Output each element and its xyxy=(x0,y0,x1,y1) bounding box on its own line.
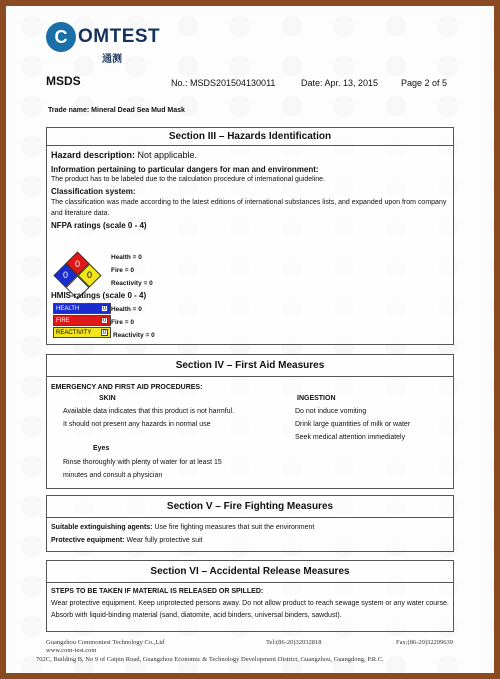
hmis-health: Health = 0 xyxy=(111,306,142,313)
section-title: Section VI – Accidental Release Measures xyxy=(47,561,453,583)
classification-heading: Classification system: xyxy=(51,187,136,196)
hazard-value: Not applicable. xyxy=(135,150,198,160)
extinguishing-label: Suitable extinguishing agents: xyxy=(51,524,153,531)
section-fire-fighting xyxy=(46,495,454,552)
section-first-aid xyxy=(46,354,454,489)
nfpa-health: Health = 0 xyxy=(111,254,142,261)
eyes-label: Eyes xyxy=(93,445,110,452)
nfpa-reactivity: Reactivity = 0 xyxy=(111,280,153,287)
skin-label: SKIN xyxy=(99,395,116,402)
section-title: Section V – Fire Fighting Measures xyxy=(47,496,453,518)
skin-line-2: It should not present any hazards in normal use xyxy=(63,421,211,428)
protective-equipment-label: Protective equipment: xyxy=(51,537,125,544)
footer-website-link[interactable]: www.com-test.com xyxy=(46,647,97,654)
classification-text: The classification was made according to the latest editions of international substances lists, and expanded upon from company and literature data. xyxy=(51,199,447,217)
logo-emblem: C xyxy=(46,22,76,52)
info-heading: Information pertaining to particular dangers for man and environment: xyxy=(51,165,319,174)
doc-date: Date: Apr. 13, 2015 xyxy=(301,78,379,88)
nfpa-reactivity-value: 0 xyxy=(87,270,93,280)
section-accidental-release xyxy=(46,560,454,632)
ingestion-line-2: Drink large quantities of milk or water xyxy=(295,421,411,428)
protective-equipment-value: Wear fully protective suit xyxy=(124,537,203,544)
info-text: The product has to be labeled due to the calculation procedure of international guideline. xyxy=(51,176,325,183)
eyes-line-1: Rinse thoroughly with plenty of water for at least 15 xyxy=(63,459,222,466)
hmis-fire: Fire = 0 xyxy=(111,319,134,326)
document-header xyxy=(46,76,454,92)
nfpa-fire: Fire = 0 xyxy=(111,267,134,274)
ingestion-label: INGESTION xyxy=(297,395,336,402)
footer-company: Guangzhou Commontest Technology Co.,Ltd xyxy=(46,639,165,646)
hmis-heading: HMIS-ratings (scale 0 - 4) xyxy=(51,291,147,300)
doc-type: MSDS xyxy=(46,74,81,88)
eyes-line-2: minutes and consult a physician xyxy=(63,472,163,479)
footer-tel: Tel:(86-20)32032818 xyxy=(266,639,322,646)
document-page xyxy=(6,6,494,673)
hazard-label: Hazard description: xyxy=(51,150,136,160)
doc-number: No.: MSDS201504130011 xyxy=(171,78,276,88)
hmis-table xyxy=(53,303,111,339)
nfpa-heading: NFPA ratings (scale 0 - 4) xyxy=(51,221,147,230)
hmis-health-row: HEALTH 0 xyxy=(53,303,111,314)
release-heading: STEPS TO BE TAKEN IF MATERIAL IS RELEASED OR SPILLED: xyxy=(51,588,264,595)
footer-address: 702C, Building B, No 9 of Caipin Road, Guangzhou Economic & Technology Development District, Guangzhou, Guangdong, P.R.C. xyxy=(36,656,384,663)
ingestion-line-1: Do not induce vomiting xyxy=(295,408,367,415)
page-number: Page 2 of 5 xyxy=(401,78,448,88)
hmis-reactivity-row: REACTIVITY 0 xyxy=(53,327,111,338)
hmis-fire-row: FIRE 0 xyxy=(53,315,111,326)
logo-chinese-text: 通测 xyxy=(102,54,122,65)
ingestion-line-3: Seek medical attention immediately xyxy=(295,434,406,441)
section-title: Section IV – First Aid Measures xyxy=(47,355,453,377)
skin-line-1: Available data indicates that this product is not harmful. xyxy=(63,408,235,415)
footer-fax: Fax:(86-20)32209639 xyxy=(396,639,454,646)
section-hazards xyxy=(46,127,454,345)
first-aid-heading: EMERGENCY AND FIRST AID PROCEDURES: xyxy=(51,384,203,391)
nfpa-fire-value: 0 xyxy=(75,259,81,269)
logo-brand-text: OMTEST xyxy=(78,26,161,47)
trade-name: Trade name: Mineral Dead Sea Mud Mask xyxy=(48,107,185,114)
extinguishing-value: Use fire fighting measures that suit the environment xyxy=(152,524,315,531)
release-text: Wear protective equipment. Keep unprotected persons away. Do not allow product to reach sewage system or any water course. Absorb with liquid-binding material (sand, diatomite, acid binders, universal binders, sawdust). xyxy=(51,600,449,619)
nfpa-health-value: 0 xyxy=(63,270,69,280)
company-logo xyxy=(46,20,160,54)
hmis-reactivity: Reactivity = 0 xyxy=(113,332,155,339)
section-title: Section III – Hazards Identification xyxy=(47,128,453,146)
